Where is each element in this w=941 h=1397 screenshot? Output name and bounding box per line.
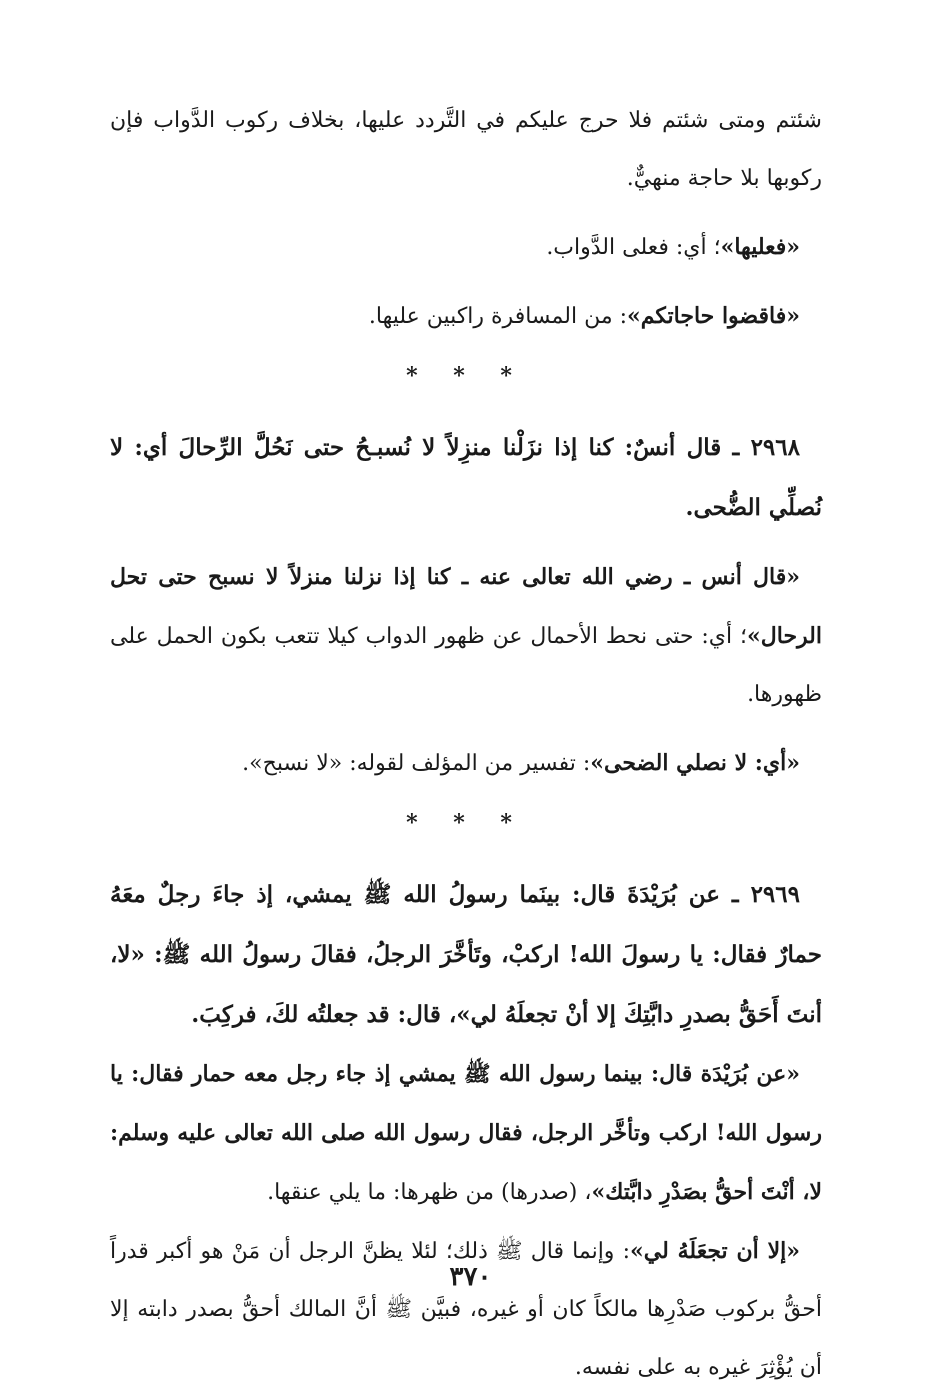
paragraph-continuation bbox=[110, 92, 822, 208]
gloss-text: ؛ أي: فعلى الدَّواب. bbox=[546, 235, 721, 260]
gloss-paragraph bbox=[110, 734, 822, 793]
gloss-paragraph bbox=[110, 548, 822, 724]
gloss-lemma: «إلا أن تجعَلَهُ لي» bbox=[630, 1238, 800, 1264]
gloss-paragraph bbox=[110, 287, 822, 346]
gloss-lemma: «عن بُرَيْدَة قال: بينما رسول الله ﷺ يمشي إذ جاء رجل معه حمار فقال: يا رسول الله! اركب وتأخَّر الرجل، فقال رسول الله صلى الله تعالى عليه وسلم: لا، أنْتَ أحقُّ بصَدْرِ دابَّتك» bbox=[110, 1061, 822, 1205]
gloss-lemma: «أي: لا نصلي الضحى» bbox=[590, 750, 800, 776]
hadith-2969: ٢٩٦٩ ـ عن بُرَيْدَةَ قال: بينَما رسولُ الله ﷺ يمشي، إذ جاءَ رجلٌ معَهُ حمارٌ فقال: يا رسولَ الله! اركبْ، وتَأخَّرَ الرجلُ، فقالَ رسولُ الله ﷺ: «لا، أنتَ أَحَقُّ بصدرِ دابَّتِكَ إلا أنْ تجعلَهُ لي»، قال: قد جعلتُه لكَ، فركِبَ. bbox=[110, 881, 822, 1028]
paragraph-text: شئتم ومتى شئتم فلا حرج عليكم في التَّردد عليها، بخلاف ركوب الدَّواب فإن ركوبها بلا حاجة منهيٌّ. bbox=[110, 108, 822, 191]
gloss-text: : تفسير من المؤلف لقوله: «لا نسبح». bbox=[242, 751, 591, 776]
gloss-lemma: «فاقضوا حاجاتكم» bbox=[627, 303, 800, 329]
gloss-text: ؛ أي: حتى نحط الأحمال عن ظهور الدواب كيلا تتعب بكون الحمل على ظهورها. bbox=[110, 624, 822, 707]
gloss-paragraph bbox=[110, 1045, 822, 1222]
section-divider-stars: * * * bbox=[406, 363, 526, 389]
gloss-text: : وإنما قال ﷺ ذلك؛ لئلا يظنَّ الرجل أن مَنْ هو أكبر قدراً أحقُّ بركوب صَدْرِها مالكاً كان أو غيره، فبيَّن ﷺ أنَّ المالك أحقُّ بصدر دابته إلا أن يُؤْثِرَ غيره به على نفسه. bbox=[110, 1239, 822, 1380]
page-number: ٣٧٠ bbox=[449, 1262, 492, 1292]
hadith-2968: ٢٩٦٨ ـ قال أنسٌ: كنا إذا نزَلْنا منزِلاً لا نُسبـحُ حتى نَحُلَّ الرِّحالَ أي: لا نُصلِّي الضُّحى. bbox=[110, 434, 822, 521]
section-divider-stars: * * * bbox=[406, 810, 526, 836]
gloss-text: : من المسافرة راكبين عليها. bbox=[368, 304, 628, 329]
gloss-lemma: «فعليها» bbox=[720, 234, 800, 260]
gloss-paragraph bbox=[110, 218, 822, 277]
gloss-paragraph bbox=[110, 1222, 822, 1397]
page-body bbox=[110, 92, 822, 1397]
gloss-lemma: «قال أنس ـ رضي الله تعالى عنه ـ كنا إذا نزلنا منزلاً لا نسبح حتى تحل الرحال» bbox=[110, 564, 822, 649]
gloss-text: ، (صدرها) من ظهرها: ما يلي عنقها. bbox=[267, 1180, 592, 1205]
